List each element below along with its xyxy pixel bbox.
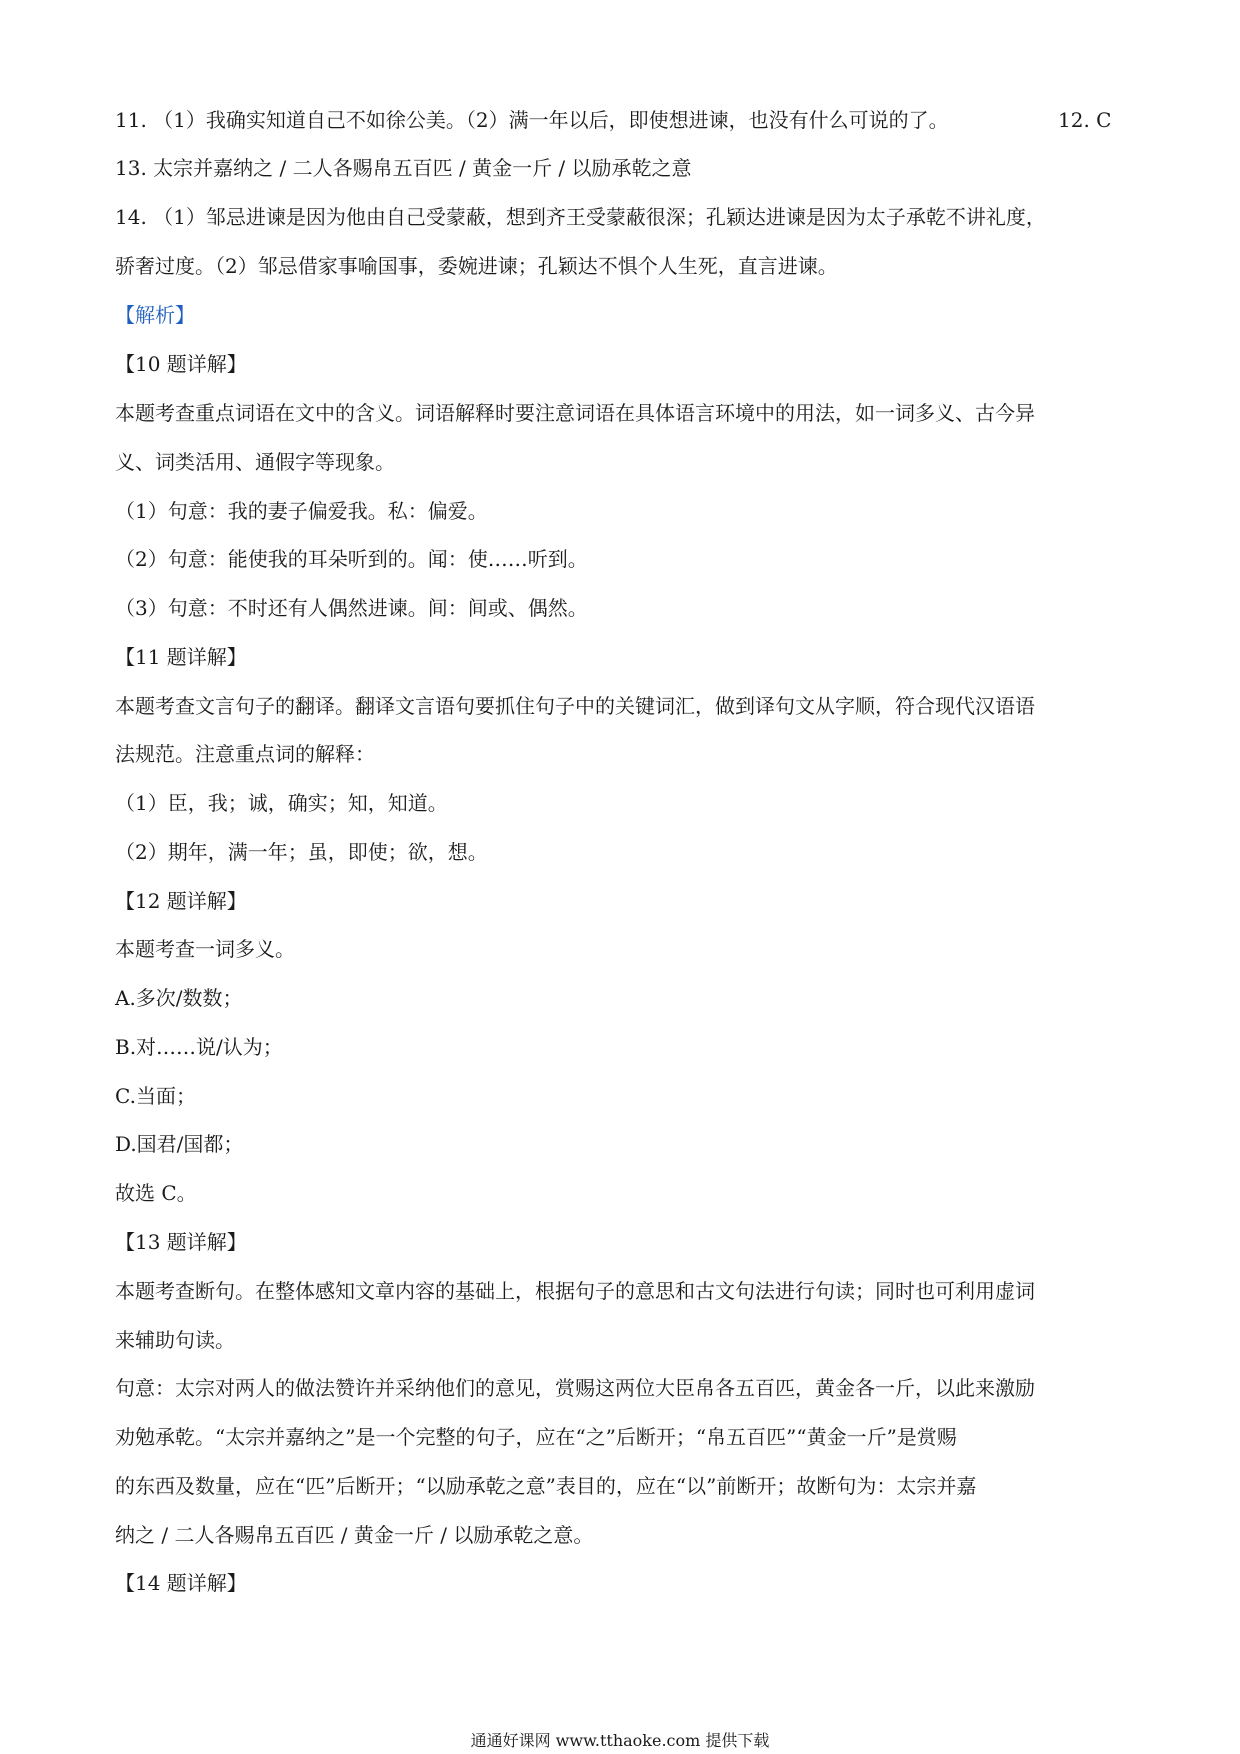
q10-item-3: （3）句意：不时还有人偶然进谏。间：间或、偶然。 [115, 596, 588, 620]
q13-body-line-1: 句意：太宗对两人的做法赞许并采纳他们的意见，赏赐这两位大臣帛各五百匹，黄金各一斤，以此来激励 [115, 1376, 1035, 1400]
analysis-label: 【解析】 [115, 303, 195, 327]
q10-item-2: （2）句意：能使我的耳朵听到的。闻：使……听到。 [115, 547, 588, 571]
q11-item-2: （2）期年，满一年；虽，即使；欲，想。 [115, 840, 488, 864]
q13-body-line-4: 纳之 / 二人各赐帛五百匹 / 黄金一斤 / 以励承乾之意。 [115, 1523, 594, 1547]
q12-intro: 本题考查一词多义。 [115, 937, 295, 961]
q13-intro-line-1: 本题考查断句。在整体感知文章内容的基础上，根据句子的意思和古文句法进行句读；同时也可利用虚词 [115, 1279, 1035, 1303]
q12-conclusion: 故选 C。 [115, 1181, 197, 1205]
q11-intro-line-1: 本题考查文言句子的翻译。翻译文言语句要抓住句子中的关键词汇，做到译句文从字顺，符合现代汉语语 [115, 694, 1035, 718]
q12-option-c: C.当面； [115, 1084, 196, 1108]
q10-item-1: （1）句意：我的妻子偏爱我。私：偏爱。 [115, 499, 488, 523]
q12-option-d: D.国君/国都； [115, 1132, 244, 1156]
q13-intro-line-2: 来辅助句读。 [115, 1328, 235, 1352]
q11-heading: 【11 题详解】 [115, 645, 247, 669]
q12-option-a: A.多次/数数； [115, 986, 243, 1010]
q14-heading: 【14 题详解】 [115, 1571, 247, 1595]
answer-14-line-2: 骄奢过度。（2）邹忌借家事喻国事，委婉进谏；孔颖达不惧个人生死，直言进谏。 [115, 254, 838, 278]
answer-11: 11. （1）我确实知道自己不如徐公美。（2）满一年以后，即使想进谏，也没有什么可说的了。 [115, 108, 949, 132]
q13-body-line-2: 劝勉承乾。“太宗并嘉纳之”是一个完整的句子，应在“之”后断开；“帛五百匹”“黄金一斤”是赏赐 [115, 1425, 957, 1449]
page-footer: 通通好课网 www.tthaoke.com 提供下载 [470, 1731, 770, 1750]
answer-14-line-1: 14. （1）邹忌进谏是因为他由自己受蒙蔽，想到齐王受蒙蔽很深；孔颖达进谏是因为太子承乾不讲礼度， [115, 205, 1046, 229]
q12-heading: 【12 题详解】 [115, 889, 247, 913]
q12-option-b: B.对……说/认为； [115, 1035, 283, 1059]
q13-body-line-3: 的东西及数量，应在“匹”后断开；“以励承乾之意”表目的，应在“以”前断开；故断句为：太宗并嘉 [115, 1474, 977, 1498]
q13-heading: 【13 题详解】 [115, 1230, 247, 1254]
q11-intro-line-2: 法规范。注意重点词的解释： [115, 742, 375, 766]
answer-13: 13. 太宗并嘉纳之 / 二人各赐帛五百匹 / 黄金一斤 / 以励承乾之意 [115, 156, 692, 180]
answer-12: 12. C [1058, 108, 1112, 132]
q10-heading: 【10 题详解】 [115, 352, 247, 376]
q10-intro-line-1: 本题考查重点词语在文中的含义。词语解释时要注意词语在具体语言环境中的用法，如一词多义、古今异 [115, 401, 1035, 425]
q10-intro-line-2: 义、词类活用、通假字等现象。 [115, 450, 395, 474]
q11-item-1: （1）臣，我；诚，确实；知，知道。 [115, 791, 448, 815]
